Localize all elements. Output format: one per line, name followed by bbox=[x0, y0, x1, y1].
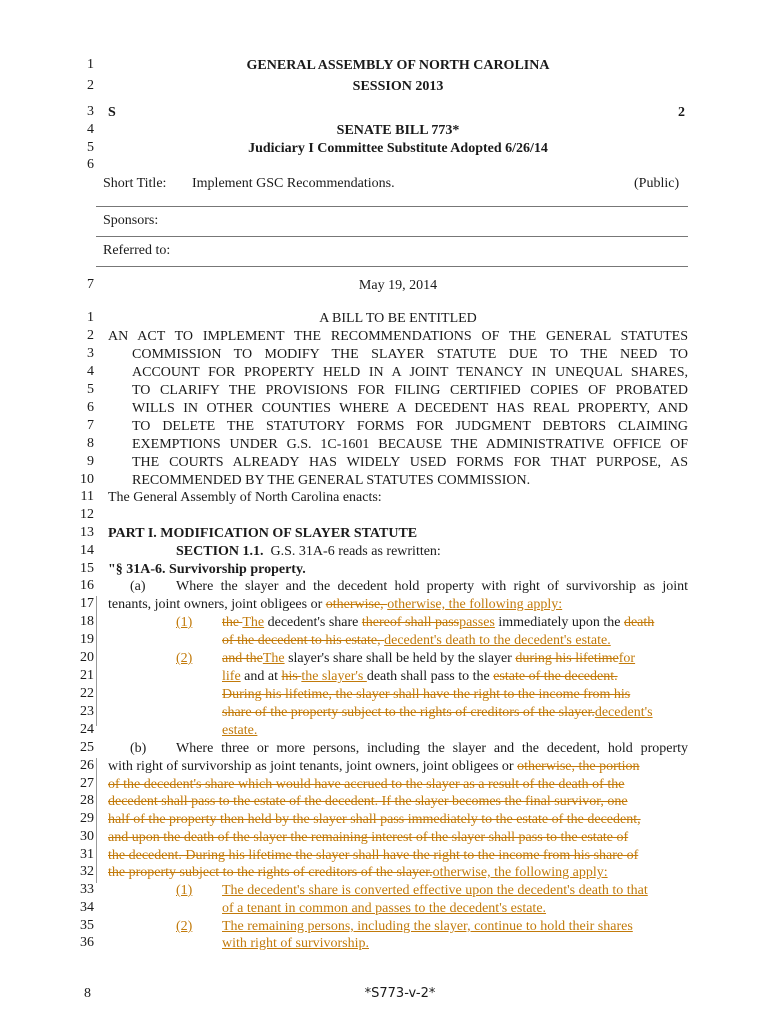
line-number: 22 bbox=[80, 686, 94, 701]
line-number: 19 bbox=[80, 632, 94, 647]
line-number: 28 bbox=[80, 793, 94, 808]
act-title-line: AN ACT TO IMPLEMENT THE RECOMMENDATIONS OF THE GENERAL STATUTES bbox=[108, 329, 688, 344]
inserted-text: The bbox=[242, 615, 265, 630]
act-title-line: TO DELETE THE STATUTORY FORMS FOR JUDGMENT DEBTORS CLAIMING bbox=[132, 419, 688, 434]
deleted-text: the bbox=[222, 615, 243, 630]
inserted-text: otherwise, the following apply: bbox=[432, 865, 608, 880]
item-number: (2) bbox=[176, 651, 193, 666]
inserted-text: the slayer's bbox=[301, 669, 367, 684]
body-line: Where three or more persons, including the slayer and the decedent, hold property bbox=[176, 741, 688, 756]
inserted-text: for bbox=[618, 651, 636, 666]
item-number: (2) bbox=[176, 919, 193, 934]
deleted-text: decedent shall pass to the estate of the decedent. If the slayer becomes the final survivor, one bbox=[108, 794, 628, 809]
deleted-text: thereof shall pass bbox=[361, 615, 460, 630]
line-number: 13 bbox=[80, 525, 94, 540]
subsection-label: (a) bbox=[130, 579, 146, 594]
inserted-text: decedent's death to the decedent's estate. bbox=[384, 633, 611, 648]
deleted-text: and upon the death of the slayer the remaining interest of the slayer shall pass to the estate of bbox=[108, 830, 629, 845]
act-title-line: ACCOUNT FOR PROPERTY HELD IN A JOINT TENANCY IN UNEQUAL SHARES, bbox=[132, 365, 688, 380]
line-number: 3 bbox=[87, 104, 94, 119]
assembly-title: GENERAL ASSEMBLY OF NORTH CAROLINA bbox=[246, 58, 550, 73]
act-title-line: WILLS IN OTHER COUNTIES WHERE A DECEDENT HAS REAL PROPERTY, AND bbox=[132, 401, 688, 416]
item-number: (1) bbox=[176, 883, 193, 898]
line-number: 11 bbox=[80, 489, 94, 504]
inserted-text: of a tenant in common and passes to the decedent's estate. bbox=[222, 901, 547, 916]
act-title-line: THE COURTS ALREADY HAS WIDELY USED FORMS FOR THAT PURPOSE, AS bbox=[132, 455, 688, 470]
line-number: 3 bbox=[87, 346, 94, 361]
line-number: 2 bbox=[87, 328, 94, 343]
line-number: 5 bbox=[87, 382, 94, 397]
session-title: SESSION 2013 bbox=[352, 79, 444, 94]
inserted-text: The remaining persons, including the slayer, continue to hold their shares bbox=[222, 919, 633, 934]
page-number: 8 bbox=[84, 986, 91, 1001]
deleted-text: During his lifetime, the slayer shall have the right to the income from his bbox=[222, 687, 631, 702]
section-text: G.S. 31A-6 reads as rewritten: bbox=[270, 544, 441, 559]
line-number: 26 bbox=[80, 758, 94, 773]
deleted-text: share of the property subject to the rights of creditors of the slayer. bbox=[222, 705, 595, 720]
line-number: 4 bbox=[87, 364, 94, 379]
short-title-label: Short Title: bbox=[103, 176, 167, 191]
inserted-text: passes bbox=[459, 615, 495, 630]
act-title-line: COMMISSION TO MODIFY THE SLAYER STATUTE DUE TO THE NEED TO bbox=[132, 347, 688, 362]
subsection-label: (b) bbox=[130, 741, 147, 756]
line-number: 35 bbox=[80, 918, 94, 933]
line-number: 23 bbox=[80, 704, 94, 719]
section-label: SECTION 1.1. bbox=[176, 544, 264, 559]
referred-label: Referred to: bbox=[103, 243, 171, 258]
body-line: the The decedent's share thereof shall passpasses immediately upon the death bbox=[222, 615, 655, 630]
line-number: 32 bbox=[80, 864, 94, 879]
divider bbox=[96, 206, 688, 207]
inserted-text: life bbox=[222, 669, 241, 684]
statute-heading: "§ 31A-6. Survivorship property. bbox=[108, 562, 306, 577]
line-number: 17 bbox=[80, 596, 94, 611]
line-number: 4 bbox=[87, 122, 94, 137]
deleted-text: the property subject to the rights of creditors of the slayer. bbox=[108, 865, 433, 880]
committee-substitute: Judiciary I Committee Substitute Adopted 6/26/14 bbox=[248, 141, 548, 156]
document-code: *S773-v-2* bbox=[364, 986, 436, 1001]
inserted-text: decedent's bbox=[594, 705, 653, 720]
body-line: Where the slayer and the decedent hold property with right of survivorship as joint bbox=[176, 579, 688, 594]
deleted-text: otherwise, bbox=[325, 597, 388, 612]
line-number: 7 bbox=[87, 418, 94, 433]
line-number: 12 bbox=[80, 507, 94, 522]
line-number: 14 bbox=[80, 543, 94, 558]
deleted-text: death bbox=[623, 615, 655, 630]
deleted-text: of the decedent to his estate, bbox=[222, 633, 385, 648]
line-number: 16 bbox=[80, 578, 94, 593]
body-line bbox=[222, 704, 653, 721]
line-number: 2 bbox=[87, 78, 94, 93]
divider bbox=[96, 266, 688, 267]
line-number: 10 bbox=[80, 472, 94, 487]
line-number: 15 bbox=[80, 561, 94, 576]
act-title-line: TO CLARIFY THE PROVISIONS FOR FILING CERTIFIED COPIES OF PROBATED bbox=[132, 383, 688, 398]
line-number: 9 bbox=[87, 454, 94, 469]
body-line bbox=[108, 864, 608, 881]
revision-bar bbox=[96, 596, 97, 726]
act-title-line: RECOMMENDED BY THE GENERAL STATUTES COMMISSION. bbox=[132, 473, 531, 488]
body-line: life and at his the slayer's death shall pass to the estate of the decedent. bbox=[222, 669, 618, 684]
line-number: 8 bbox=[87, 436, 94, 451]
deleted-text: during his lifetime bbox=[515, 651, 619, 666]
enacting-clause: The General Assembly of North Carolina enacts: bbox=[108, 490, 382, 505]
line-number: 6 bbox=[87, 157, 94, 172]
chamber-code: S bbox=[108, 105, 116, 120]
inserted-text: The bbox=[262, 651, 285, 666]
deleted-text: estate of the decedent. bbox=[493, 669, 618, 684]
line-number: 29 bbox=[80, 811, 94, 826]
inserted-text: otherwise, the following apply: bbox=[387, 597, 563, 612]
version-number: 2 bbox=[678, 105, 685, 120]
deleted-text: half of the property then held by the slayer shall pass immediately to the estate of the decedent, bbox=[108, 812, 641, 827]
deleted-text: of the decedent's share which would have accrued to the slayer as a result of the death of the bbox=[108, 777, 625, 792]
short-title: Implement GSC Recommendations. bbox=[192, 176, 395, 191]
line-number: 31 bbox=[80, 847, 94, 862]
line-number: 27 bbox=[80, 776, 94, 791]
inserted-text: estate. bbox=[222, 723, 258, 738]
deleted-text: the decedent. During his lifetime the slayer shall have the right to the income from his share of bbox=[108, 848, 639, 863]
line-number: 1 bbox=[87, 310, 94, 325]
deleted-text: otherwise, the portion bbox=[517, 759, 640, 774]
line-number: 36 bbox=[80, 935, 94, 950]
revision-bar bbox=[96, 758, 97, 883]
body-line: with right of survivorship as joint tenants, joint owners, joint obligees or otherwise, the portion bbox=[108, 759, 640, 774]
line-number: 1 bbox=[87, 57, 94, 72]
line-number: 21 bbox=[80, 668, 94, 683]
body-line: and theThe slayer's share shall be held by the slayer during his lifetimefor bbox=[222, 651, 636, 666]
sponsors-label: Sponsors: bbox=[103, 213, 159, 228]
line-number: 7 bbox=[87, 277, 94, 292]
line-number: 33 bbox=[80, 882, 94, 897]
item-number: (1) bbox=[176, 615, 193, 630]
body-line bbox=[222, 632, 611, 649]
act-title-line: EXEMPTIONS UNDER G.S. 1C-1601 BECAUSE THE ADMINISTRATIVE OFFICE OF bbox=[132, 437, 688, 452]
line-number: 24 bbox=[80, 722, 94, 737]
deleted-text: and the bbox=[222, 651, 263, 666]
deleted-text: his bbox=[281, 669, 302, 684]
line-number: 30 bbox=[80, 829, 94, 844]
line-number: 18 bbox=[80, 614, 94, 629]
line-number: 34 bbox=[80, 900, 94, 915]
body-line: tenants, joint owners, joint obligees or otherwise, otherwise, the following apply: bbox=[108, 597, 563, 612]
inserted-text: with right of survivorship. bbox=[222, 936, 369, 951]
line-number: 25 bbox=[80, 740, 94, 755]
part-heading: PART I. MODIFICATION OF SLAYER STATUTE bbox=[108, 526, 418, 541]
line-number: 6 bbox=[87, 400, 94, 415]
divider bbox=[96, 236, 688, 237]
filing-date: May 19, 2014 bbox=[358, 278, 438, 293]
line-number: 5 bbox=[87, 140, 94, 155]
public-designation: (Public) bbox=[634, 176, 680, 191]
line-number: 20 bbox=[80, 650, 94, 665]
bill-number: SENATE BILL 773* bbox=[336, 123, 460, 138]
bill-entitled: A BILL TO BE ENTITLED bbox=[319, 311, 477, 326]
inserted-text: The decedent's share is converted effective upon the decedent's death to that bbox=[222, 883, 648, 898]
section-line bbox=[176, 543, 441, 560]
